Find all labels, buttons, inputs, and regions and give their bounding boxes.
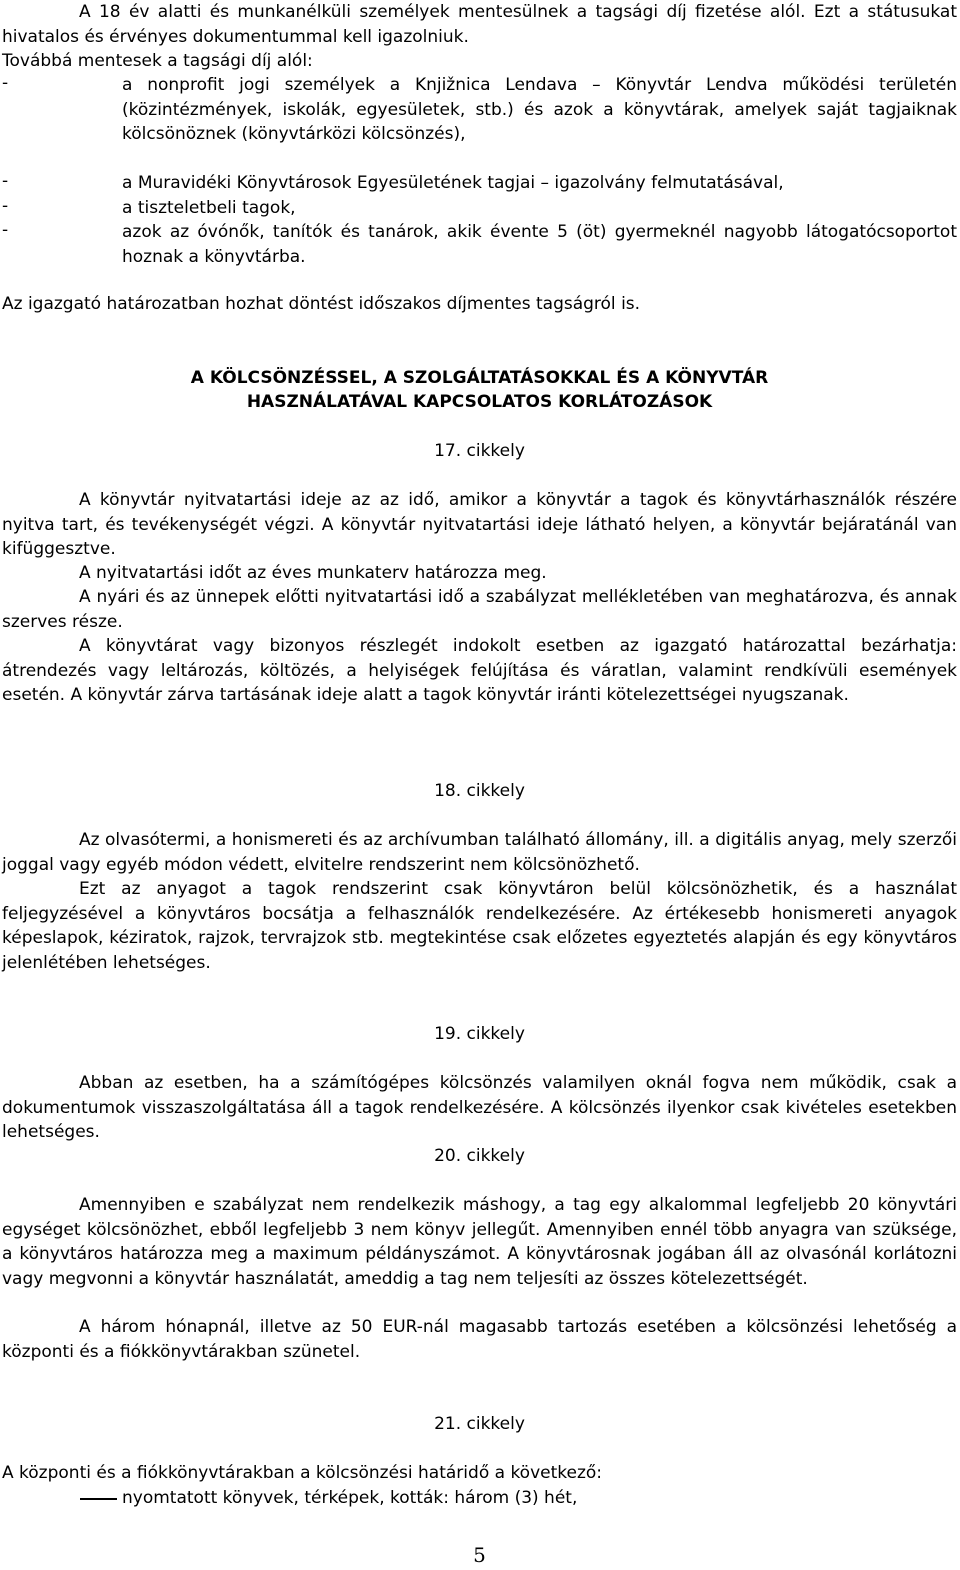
section-heading-line1: A KÖLCSÖNZÉSSEL, A SZOLGÁLTATÁSOKKAL ÉS A KÖNYVTÁR (190, 368, 769, 388)
list-item-text: a nonprofit jogi személyek a Knjižnica Lendava – Könyvtár Lendva működési területén (közintézmények, iskolák, egyesületek, stb.) és azok a könyvtárak, amelyek saját tagjaiknak kölcsönöznek (könyvtárközi kölcsönzés), (122, 75, 957, 144)
section-heading-line2: HASZNÁLATÁVAL KAPCSOLATOS KORLÁTOZÁSOK (246, 392, 713, 412)
article-17-title: 17. cikkely (434, 441, 525, 461)
paragraph-further-exemptions: Továbbá mentesek a tagsági díj alól: (2, 51, 313, 71)
article-21-title: 21. cikkely (434, 1414, 525, 1434)
list-dash: - (2, 73, 9, 93)
article-18-paragraph: Az olvasótermi, a honismereti és az archívumban található állomány, ill. a digitális anyag, mely szerzői joggal vagy egyéb módon védett, elvitelre rendszerint nem kölcsönözhető. (2, 830, 957, 875)
article-21-paragraph: A központi és a fiókkönyvtárakban a kölcsönzési határidő a következő: (2, 1463, 603, 1483)
article-17-paragraph: A könyvtár nyitvatartási ideje az az idő, amikor a könyvtár a tagok és könyvtárhasználók részére nyitva tart, és tevékenységét végzi. A könyvtár nyitvatartási ideje látható helyen, a könyvtár bejáratánál van kifüggesztve. (2, 490, 957, 559)
list-item-text: a Muravidéki Könyvtárosok Egyesületének tagjai – igazolvány felmutatásával, (122, 173, 784, 193)
article-19-paragraph: Abban az esetben, ha a számítógépes kölcsönzés valamilyen oknál fogva nem működik, csak a dokumentumok visszaszolgáltatása áll a tagok rendelkezésére. A kölcsönzés ilyenkor csak kivételes esetekben lehetséges. (2, 1073, 957, 1142)
list-dash: - (2, 220, 9, 240)
list-long-dash (80, 1498, 117, 1500)
list-item-text: azok az óvónők, tanítók és tanárok, akik évente 5 (öt) gyermeknél nagyobb látogatócsoportot hoznak a könyvtárba. (122, 222, 957, 267)
article-17-paragraph: A nyitvatartási időt az éves munkaterv határozza meg. (79, 563, 547, 583)
paragraph-exemption-age: A 18 év alatti és munkanélküli személyek mentesülnek a tagsági díj fizetése alól. Ezt a státusukat hivatalos és érvényes dokumentummal kell igazolniuk. (2, 2, 957, 47)
article-19-title: 19. cikkely (434, 1024, 525, 1044)
article-17-paragraph: A könyvtárat vagy bizonyos részlegét indokolt esetben az igazgató határozattal bezárhatja: átrendezés vagy leltározás, költözés, a helyiségek felújítása és váratlan, valamint rendkívüli események esetén. A könyvtár zárva tartásának ideje alatt a tagok könyvtár iránti kötelezettségei nyugszanak. (2, 636, 957, 705)
article-20-title: 20. cikkely (434, 1146, 525, 1166)
article-20-paragraph: A három hónapnál, illetve az 50 EUR-nál magasabb tartozás esetében a kölcsönzési lehetőség a központi és a fiókkönyvtárakban szünetel. (2, 1317, 957, 1362)
article-18-title: 18. cikkely (434, 781, 525, 801)
article-17-paragraph: A nyári és az ünnepek előtti nyitvatartási idő a szabályzat mellékletében van meghatározva, és annak szerves része. (2, 587, 957, 632)
article-18-paragraph: Ezt az anyagot a tagok rendszerint csak könyvtáron belül kölcsönözhetik, és a használat feljegyzésével a könyvtáros bocsátja a felhasználók rendelkezésére. Az értékesebb honismereti anyagok képeslapok, kéziratok, rajzok, tervrajzok stb. megtekintése csak előzetes egyeztetés alapján és egy könyvtáros jelenlétében lehetséges. (2, 879, 957, 973)
paragraph-director-decision: Az igazgató határozatban hozhat döntést időszakos díjmentes tagságról is. (2, 294, 641, 314)
list-item-text: nyomtatott könyvek, térképek, kották: három (3) hét, (122, 1488, 578, 1508)
list-dash: - (2, 171, 9, 191)
list-dash: - (2, 196, 9, 216)
article-20-paragraph: Amennyiben e szabályzat nem rendelkezik máshogy, a tag egy alkalommal legfeljebb 20 könyvtári egységet kölcsönözhet, ebből legfeljebb 3 nem könyv jellegűt. Amennyiben ennél több anyagra van szüksége, a könyvtáros határozza meg a maximum példányszámot. A könyvtárosnak jogában áll az olvasónál korlátozni vagy megvonni a könyvtár használatát, ameddig a tag nem teljesíti az összes kötelezettségét. (2, 1195, 957, 1289)
page-number: 5 (473, 1543, 486, 1567)
list-item-text: a tiszteletbeli tagok, (122, 198, 296, 218)
